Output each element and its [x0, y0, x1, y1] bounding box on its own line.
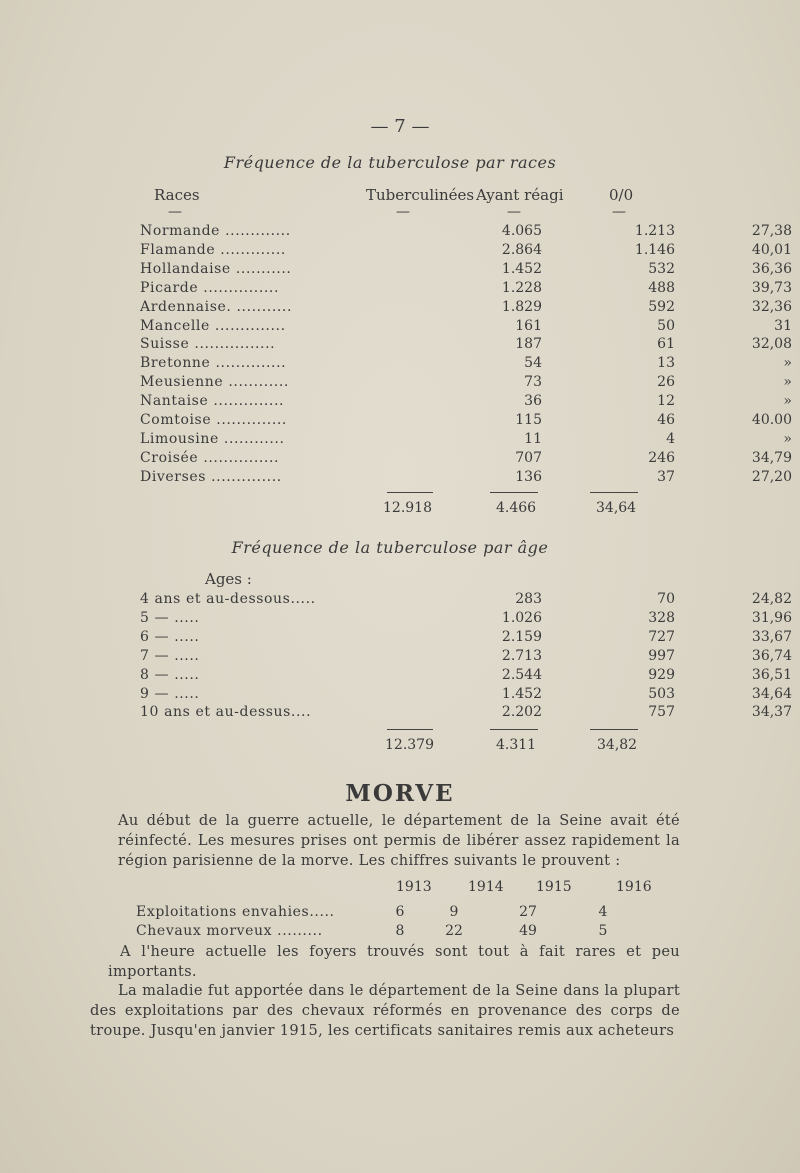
races-dash-1: —	[168, 204, 182, 220]
row-tuberculinees: 1.026	[501, 609, 542, 626]
races-table-row	[140, 335, 792, 354]
row-tuberculinees: 54	[524, 355, 542, 372]
row-percent: 24,82	[751, 591, 792, 607]
row-tuberculinees: 2.713	[501, 647, 542, 664]
morve-year-1915: 1915	[536, 879, 572, 895]
row-tuberculinees: 115	[515, 412, 542, 429]
row-label: Flamande .............	[140, 241, 286, 258]
races-total-rule-2	[490, 492, 538, 493]
morve-paragraph-2-text: A l'heure actuelle les foyers trouvés sont tout à fait rares et peu importants.	[108, 943, 680, 980]
row-tuberculinees: 2.202	[501, 704, 542, 721]
row-tuberculinees: 36	[524, 393, 542, 410]
races-table-row	[140, 468, 792, 487]
row-tuberculinees: 4.065	[501, 223, 542, 239]
row-percent: »	[783, 393, 792, 410]
row-label: 4 ans et au-dessous.....	[140, 591, 316, 607]
row-label: Bretonne ..............	[140, 355, 287, 372]
row-label: Croisée ...............	[140, 449, 280, 466]
row-label: Mancelle ..............	[140, 317, 286, 334]
ages-total-rule-2	[490, 729, 538, 730]
races-header-ayant-reagi: Ayant réagi	[476, 186, 564, 204]
row-ayant-reagi: 488	[648, 279, 675, 296]
row-label: Hollandaise ...........	[140, 260, 292, 277]
races-total-ayant-reagi: 4.466	[496, 500, 537, 516]
row-percent: 32,08	[751, 336, 792, 353]
races-table-row	[140, 411, 792, 430]
row-ayant-reagi: 727	[648, 628, 675, 645]
ages-table-row	[140, 590, 792, 609]
row-percent: 36,36	[751, 260, 792, 277]
morve-table	[136, 903, 644, 941]
value-1915: 49	[519, 923, 537, 939]
races-table-row	[140, 298, 792, 317]
races-table-row	[140, 279, 792, 298]
row-percent: 40,01	[751, 241, 792, 258]
row-ayant-reagi: 1.146	[634, 241, 675, 258]
races-table-row	[140, 354, 792, 373]
row-percent: 32,36	[751, 298, 792, 315]
row-percent: 31	[774, 317, 792, 334]
row-tuberculinees: 1.228	[501, 279, 542, 296]
row-ayant-reagi: 4	[666, 430, 675, 447]
row-percent: »	[783, 430, 792, 447]
row-ayant-reagi: 532	[648, 260, 675, 277]
morve-heading: MORVE	[345, 780, 455, 807]
row-label: Normande .............	[140, 223, 291, 239]
row-tuberculinees: 1.452	[501, 685, 542, 702]
row-tuberculinees: 161	[515, 317, 542, 334]
races-dash-3: —	[507, 204, 521, 220]
row-ayant-reagi: 46	[657, 412, 675, 429]
row-ayant-reagi: 26	[657, 374, 675, 391]
ages-table-row	[140, 685, 792, 704]
row-percent: 31,96	[751, 609, 792, 626]
races-table	[140, 222, 792, 487]
value-1914: 9	[449, 904, 459, 920]
races-table-row	[140, 317, 792, 336]
row-percent: 34,37	[751, 704, 792, 721]
races-table-row	[140, 260, 792, 279]
races-header-tuberculinees: Tuberculinées	[366, 186, 475, 204]
value-1913: 8	[395, 923, 405, 939]
row-ayant-reagi: 328	[648, 609, 675, 626]
ages-total-rule-3	[590, 729, 638, 730]
ages-total-percent: 34,82	[597, 737, 638, 753]
row-label: Nantaise ..............	[140, 393, 285, 410]
row-tuberculinees: 2.159	[501, 628, 542, 645]
races-table-title: Fréquence de la tuberculose par races	[223, 153, 557, 172]
ages-table-row	[140, 609, 792, 628]
row-tuberculinees: 2.864	[501, 241, 542, 258]
row-tuberculinees: 187	[515, 336, 542, 353]
value-1916: 5	[598, 923, 608, 939]
row-label: 8 — .....	[140, 666, 200, 683]
ages-total-rule-1	[387, 729, 433, 730]
row-ayant-reagi: 929	[648, 666, 675, 683]
row-ayant-reagi: 12	[657, 393, 675, 410]
morve-table-row	[136, 903, 644, 922]
row-percent: 27,20	[751, 468, 792, 485]
row-tuberculinees: 2.544	[501, 666, 542, 683]
value-1914: 22	[445, 923, 463, 939]
row-percent: 34,64	[751, 685, 792, 702]
row-ayant-reagi: 37	[657, 468, 675, 485]
row-percent: »	[783, 374, 792, 391]
row-percent: 34,79	[751, 449, 792, 466]
races-table-row	[140, 392, 792, 411]
races-table-row	[140, 430, 792, 449]
row-label: Exploitations envahies.....	[136, 904, 335, 920]
row-tuberculinees: 707	[515, 449, 542, 466]
row-label: Suisse ................	[140, 336, 276, 353]
row-label: 10 ans et au-dessus....	[140, 704, 312, 721]
row-ayant-reagi: 70	[657, 591, 675, 607]
row-tuberculinees: 283	[515, 591, 542, 607]
races-total-rule-3	[590, 492, 638, 493]
morve-year-1916: 1916	[616, 879, 652, 895]
ages-table-title: Fréquence de la tuberculose par âge	[231, 538, 549, 557]
row-label: Picarde ...............	[140, 279, 280, 296]
row-ayant-reagi: 13	[657, 355, 675, 372]
races-table-row	[140, 222, 792, 241]
morve-year-1913: 1913	[396, 879, 432, 895]
row-ayant-reagi: 997	[648, 647, 675, 664]
page-number: — 7 —	[370, 116, 430, 137]
morve-paragraph-3	[90, 981, 680, 1041]
ages-total-ayant-reagi: 4.311	[496, 737, 537, 753]
ages-header: Ages :	[205, 570, 252, 588]
races-table-row	[140, 373, 792, 392]
row-label: Diverses ..............	[140, 468, 282, 485]
races-header-percent: 0/0	[609, 186, 634, 204]
row-percent: 40.00	[751, 412, 792, 429]
row-tuberculinees: 1.452	[501, 260, 542, 277]
row-label: Comtoise ..............	[140, 412, 287, 429]
row-ayant-reagi: 503	[648, 685, 675, 702]
row-percent: 36,51	[751, 666, 792, 683]
row-label: 9 — .....	[140, 685, 200, 702]
value-1913: 6	[395, 904, 405, 920]
races-dash-4: —	[612, 204, 626, 220]
row-tuberculinees: 11	[524, 430, 542, 447]
row-label: 7 — .....	[140, 647, 200, 664]
row-percent: 27,38	[751, 223, 792, 239]
row-percent: »	[783, 355, 792, 372]
races-total-percent: 34,64	[596, 500, 637, 516]
ages-table-row	[140, 703, 792, 722]
row-tuberculinees: 136	[515, 468, 542, 485]
row-label: 6 — .....	[140, 628, 200, 645]
row-label: Limousine ............	[140, 430, 285, 447]
morve-table-row	[136, 922, 644, 941]
morve-year-1914: 1914	[468, 879, 504, 895]
ages-total-tuberculinees: 12.379	[385, 737, 434, 753]
row-percent: 36,74	[751, 647, 792, 664]
row-label: Chevaux morveux .........	[136, 923, 323, 939]
ages-table-row	[140, 647, 792, 666]
row-percent: 39,73	[751, 279, 792, 296]
races-table-row	[140, 241, 792, 260]
value-1916: 4	[598, 904, 608, 920]
row-ayant-reagi: 50	[657, 317, 675, 334]
row-ayant-reagi: 592	[648, 298, 675, 315]
row-percent: 33,67	[751, 628, 792, 645]
row-tuberculinees: 1.829	[501, 298, 542, 315]
row-ayant-reagi: 1.213	[634, 223, 675, 239]
row-label: 5 — .....	[140, 609, 200, 626]
row-label: Ardennaise. ...........	[140, 298, 293, 315]
races-header-races: Races	[154, 186, 200, 204]
ages-table-row	[140, 666, 792, 685]
morve-paragraph-2	[108, 942, 680, 982]
morve-paragraph-3-text: La maladie fut apportée dans le département de la Seine dans la plupart des exploitations par des chevaux réformés en provenance des corps de troupe. Jusqu'en janvier 1915, les certificats sanitaires remis aux acheteurs	[90, 982, 680, 1039]
ages-table-row	[140, 628, 792, 647]
morve-intro-text: Au début de la guerre actuelle, le département de la Seine avait été réinfecté. Les mesures prises ont permis de libérer assez rapidement la région parisienne de la morve. Les chiffres suivants le prouvent :	[118, 812, 680, 869]
races-dash-2: —	[396, 204, 410, 220]
morve-intro-paragraph	[118, 811, 680, 871]
row-label: Meusienne ............	[140, 374, 289, 391]
ages-table	[140, 590, 792, 722]
races-table-row	[140, 449, 792, 468]
row-ayant-reagi: 246	[648, 449, 675, 466]
races-total-tuberculinees: 12.918	[383, 500, 432, 516]
races-total-rule-1	[387, 492, 433, 493]
row-tuberculinees: 73	[524, 374, 542, 391]
row-ayant-reagi: 757	[648, 704, 675, 721]
row-ayant-reagi: 61	[657, 336, 675, 353]
value-1915: 27	[519, 904, 537, 920]
